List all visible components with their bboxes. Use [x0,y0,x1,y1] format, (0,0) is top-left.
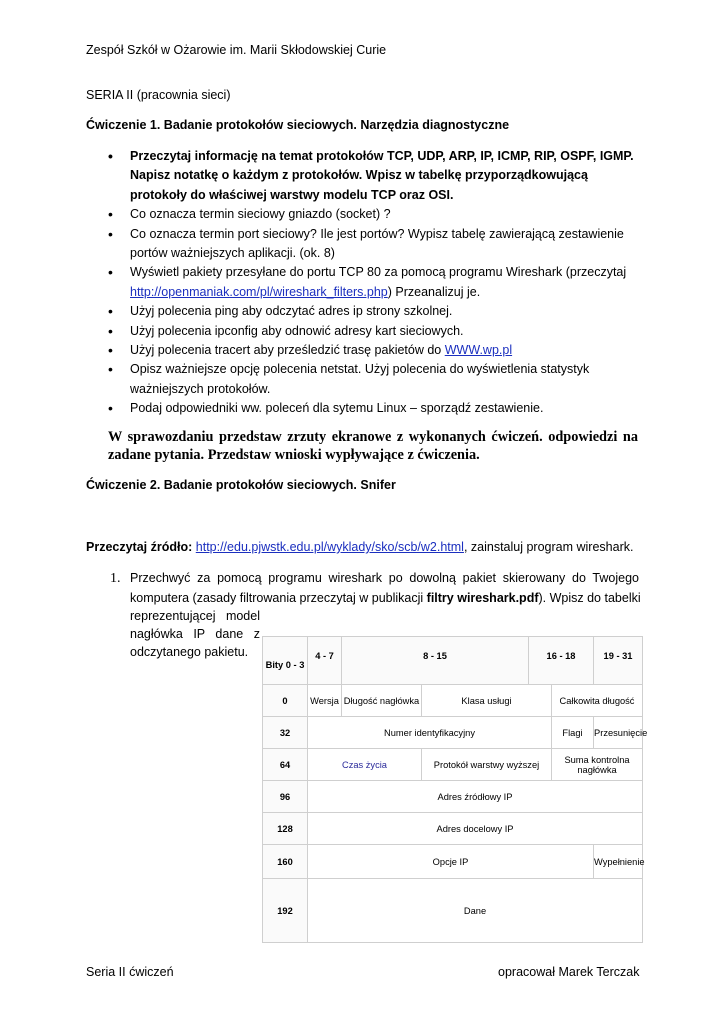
task-text: Użyj polecenia tracert aby prześledzić trasę pakietów do [130,343,445,358]
step-text-part: ). Wpisz do tabelki [538,591,641,605]
step-text [130,591,641,605]
list-item: • Użyj polecenia ping aby odczytać adres ip strony szkolnej. [108,302,648,321]
field-cell: Dane [308,879,643,943]
publication-name: filtry wireshark.pdf [426,591,539,605]
table-header-cell: 16 - 18 [529,637,594,685]
source-label: Przeczytaj źródło: [86,540,193,554]
footer-author: opracował Marek Terczak [498,965,640,979]
step-number: 1. [110,571,121,586]
bit-offset: 96 [263,781,308,813]
table-row [263,717,643,749]
table-header-cell: 19 - 31 [594,637,643,685]
field-cell: Wypełnienie [594,845,643,879]
bit-offset: 32 [263,717,308,749]
field-cell: Protokół warstwy wyższej [422,749,552,781]
school-header: Zespół Szkół w Ożarowie im. Marii Skłodowskiej Curie [86,43,387,57]
exercise1-title: Ćwiczenie 1. Badanie protokołów sieciowych. Narzędzia diagnostyczne [86,118,510,132]
list-item: • Przeczytaj informację na temat protokołów TCP, UDP, ARP, IP, ICMP, RIP, OSPF, IGMP. Napisz notatkę o każdym z protokołów. Wpisz w tabelkę przyporządkowującą protokoły do właściwej warstwy modelu TCP oraz OSI. [108,147,648,205]
field-cell: Całkowita długość [552,685,643,717]
step-text-part: komputera (zasady filtrowania przeczytaj w publikacji [130,591,427,605]
exercise1-task-list [108,147,648,419]
list-item: • Użyj polecenia ipconfig aby odnowić adresy kart sieciowych. [108,322,648,341]
source-line [86,540,633,554]
task-text-suffix: ) Przeanalizuj je. [387,284,481,299]
list-item: • Co oznacza termin sieciowy gniazdo (socket) ? [108,205,648,224]
table-header-cell: 8 - 15 [342,637,529,685]
field-cell: Wersja [308,685,342,717]
table-row [263,845,643,879]
table-header-cell: 4 - 7 [308,637,342,685]
step-text: odczytanego pakietu. [130,645,249,659]
table-row [263,685,643,717]
ip-header-table [262,636,648,943]
list-item: • Podaj odpowiedniki ww. poleceń dla sytemu Linux – sporządź zestawienie. [108,399,648,418]
table-row [263,879,643,943]
step-text: Przechwyć za pomocą programu wireshark po dowolną pakiet skierowany do Twojego [130,571,639,585]
list-item: • Opisz ważniejsze opcję polecenia netstat. Użyj polecenia do wyświetlenia statystyk ważniejszych protokołów. [108,360,648,399]
table-row [263,813,643,845]
list-item [108,341,648,360]
field-cell: Klasa usługi [422,685,552,717]
wireshark-filters-link[interactable]: http://openmaniak.com/pl/wireshark_filters.php [130,284,388,299]
task-text: Wyświetl pakiety przesyłane do portu TCP 80 za pomocą programu Wireshark (przeczytaj [130,265,627,280]
field-cell: Czas życia [308,749,422,781]
field-cell: Adres docelowy IP [308,813,643,845]
step-text: reprezentującej model [130,609,260,623]
footer-series: Seria II ćwiczeń [86,965,174,979]
field-cell: Flagi [552,717,594,749]
exercise2-title: Ćwiczenie 2. Badanie protokołów sieciowych. Snifer [86,478,396,492]
series-title: SERIA II (pracownia sieci) [86,88,231,102]
field-cell: Przesunięcie [594,717,643,749]
table-header-row [263,637,643,685]
bit-offset: 192 [263,879,308,943]
list-item: • Co oznacza termin port sieciowy? Ile jest portów? Wypisz tabelę zawierającą zestawienie portów ważniejszych aplikacji. (ok. 8) [108,225,648,264]
bit-offset: 128 [263,813,308,845]
table-row [263,749,643,781]
source-suffix: , zainstaluj program wireshark. [463,540,634,554]
table-row [263,781,643,813]
field-cell: Suma kontrolna nagłówka [552,749,643,781]
table-header-cell: Bity 0 - 3 [263,637,308,685]
field-cell: Numer identyfikacyjny [308,717,552,749]
field-cell: Opcje IP [308,845,594,879]
list-item [108,263,648,302]
wp-link[interactable]: WWW.wp.pl [444,343,513,358]
report-note: W sprawozdaniu przedstaw zrzuty ekranowe z wykonanych ćwiczeń. odpowiedzi na zadane pytania. Przedstaw wnioski wypływające z ćwiczenia. [108,429,638,463]
bit-offset: 64 [263,749,308,781]
bit-offset: 0 [263,685,308,717]
step-text: nagłówka IP dane z [130,627,260,641]
field-cell: Adres źródłowy IP [308,781,643,813]
field-cell: Długość nagłówka [342,685,422,717]
source-link[interactable]: http://edu.pjwstk.edu.pl/wyklady/sko/scb/w2.html [195,540,464,554]
bit-offset: 160 [263,845,308,879]
